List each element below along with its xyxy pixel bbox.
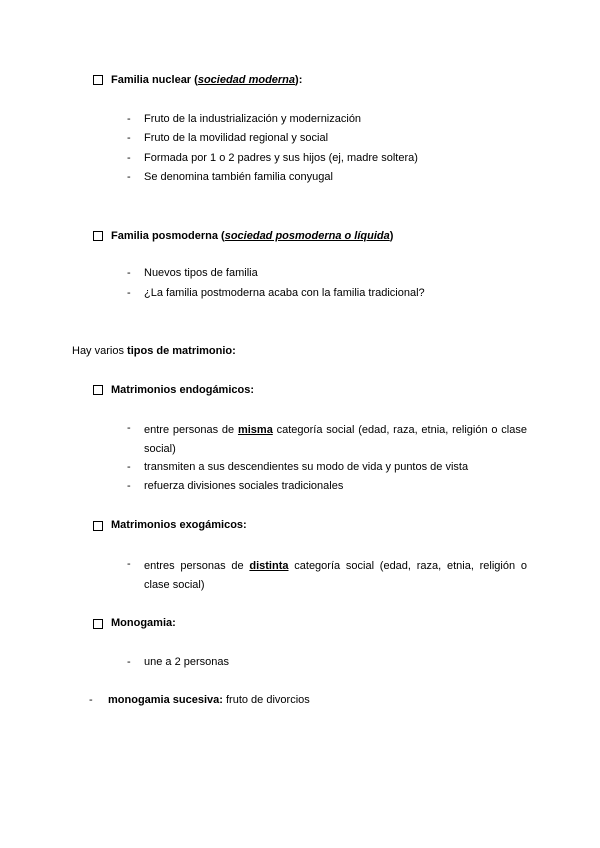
list-item: Se denomina también familia conyugal bbox=[144, 171, 333, 183]
intro-bold: tipos de matrimonio: bbox=[127, 345, 236, 357]
dash: - bbox=[127, 480, 131, 492]
paren-open: ( bbox=[191, 74, 198, 86]
list-item: Fruto de la movilidad regional y social bbox=[144, 132, 329, 144]
intro-paragraph bbox=[72, 344, 236, 358]
heading-endogamicos: Matrimonios endogámicos: bbox=[111, 384, 255, 396]
heading-monogamia: Monogamia: bbox=[111, 617, 176, 629]
dash: - bbox=[127, 267, 131, 279]
heading-emphasis: sociedad moderna bbox=[197, 74, 296, 86]
dash: - bbox=[127, 422, 131, 434]
final-item-rest: fruto de divorcios bbox=[222, 694, 310, 706]
dash: - bbox=[127, 558, 131, 570]
checkbox-familia-posmoderna bbox=[93, 231, 103, 241]
list-item bbox=[144, 421, 527, 459]
heading-text: Familia nuclear bbox=[111, 74, 192, 86]
list-item: refuerza divisiones sociales tradicionales bbox=[144, 480, 344, 492]
list-item: Fruto de la industrialización y modernización bbox=[144, 113, 362, 125]
dash: - bbox=[127, 171, 131, 183]
list-item: transmiten a sus descendientes su modo de vida y puntos de vista bbox=[144, 461, 469, 473]
list-item: Formada por 1 o 2 padres y sus hijos (ej, madre soltera) bbox=[144, 152, 418, 164]
item-text-before: entres personas de bbox=[144, 560, 250, 572]
dash: - bbox=[127, 132, 131, 144]
heading-familia-posmoderna bbox=[111, 229, 393, 243]
item-text-after: categoría social (edad, raza, etnia, religión o clase social) bbox=[144, 560, 527, 591]
emphasis-misma: misma bbox=[237, 424, 273, 436]
list-item bbox=[144, 557, 527, 595]
paren-open: ( bbox=[217, 230, 225, 242]
item-text-after: categoría social (edad, raza, etnia, religión o clase social) bbox=[144, 424, 527, 455]
final-list-item bbox=[108, 693, 310, 707]
emphasis-distinta: distinta bbox=[249, 560, 289, 572]
checkbox-monogamia bbox=[93, 619, 103, 629]
heading-emphasis: sociedad posmoderna o líquida bbox=[224, 230, 390, 242]
paren-close: ): bbox=[295, 74, 303, 86]
dash: - bbox=[127, 152, 131, 164]
final-item-bold: monogamia sucesiva: bbox=[108, 694, 223, 706]
dash: - bbox=[89, 694, 93, 706]
item-text-before: entre personas de bbox=[144, 424, 238, 436]
list-item: Nuevos tipos de familia bbox=[144, 267, 258, 279]
paren-close: ) bbox=[389, 230, 394, 242]
checkbox-exogamicos bbox=[93, 521, 103, 531]
dash: - bbox=[127, 656, 131, 668]
checkbox-endogamicos bbox=[93, 385, 103, 395]
dash: - bbox=[127, 287, 131, 299]
list-item: ¿La familia postmoderna acaba con la familia tradicional? bbox=[144, 287, 425, 299]
heading-familia-nuclear bbox=[111, 73, 302, 87]
checkbox-familia-nuclear bbox=[93, 75, 103, 85]
dash: - bbox=[127, 113, 131, 125]
dash: - bbox=[127, 461, 131, 473]
heading-exogamicos: Matrimonios exogámicos: bbox=[111, 519, 247, 531]
intro-prefix: Hay varios bbox=[72, 345, 128, 357]
heading-text: Familia posmoderna bbox=[111, 230, 218, 242]
list-item: une a 2 personas bbox=[144, 656, 230, 668]
